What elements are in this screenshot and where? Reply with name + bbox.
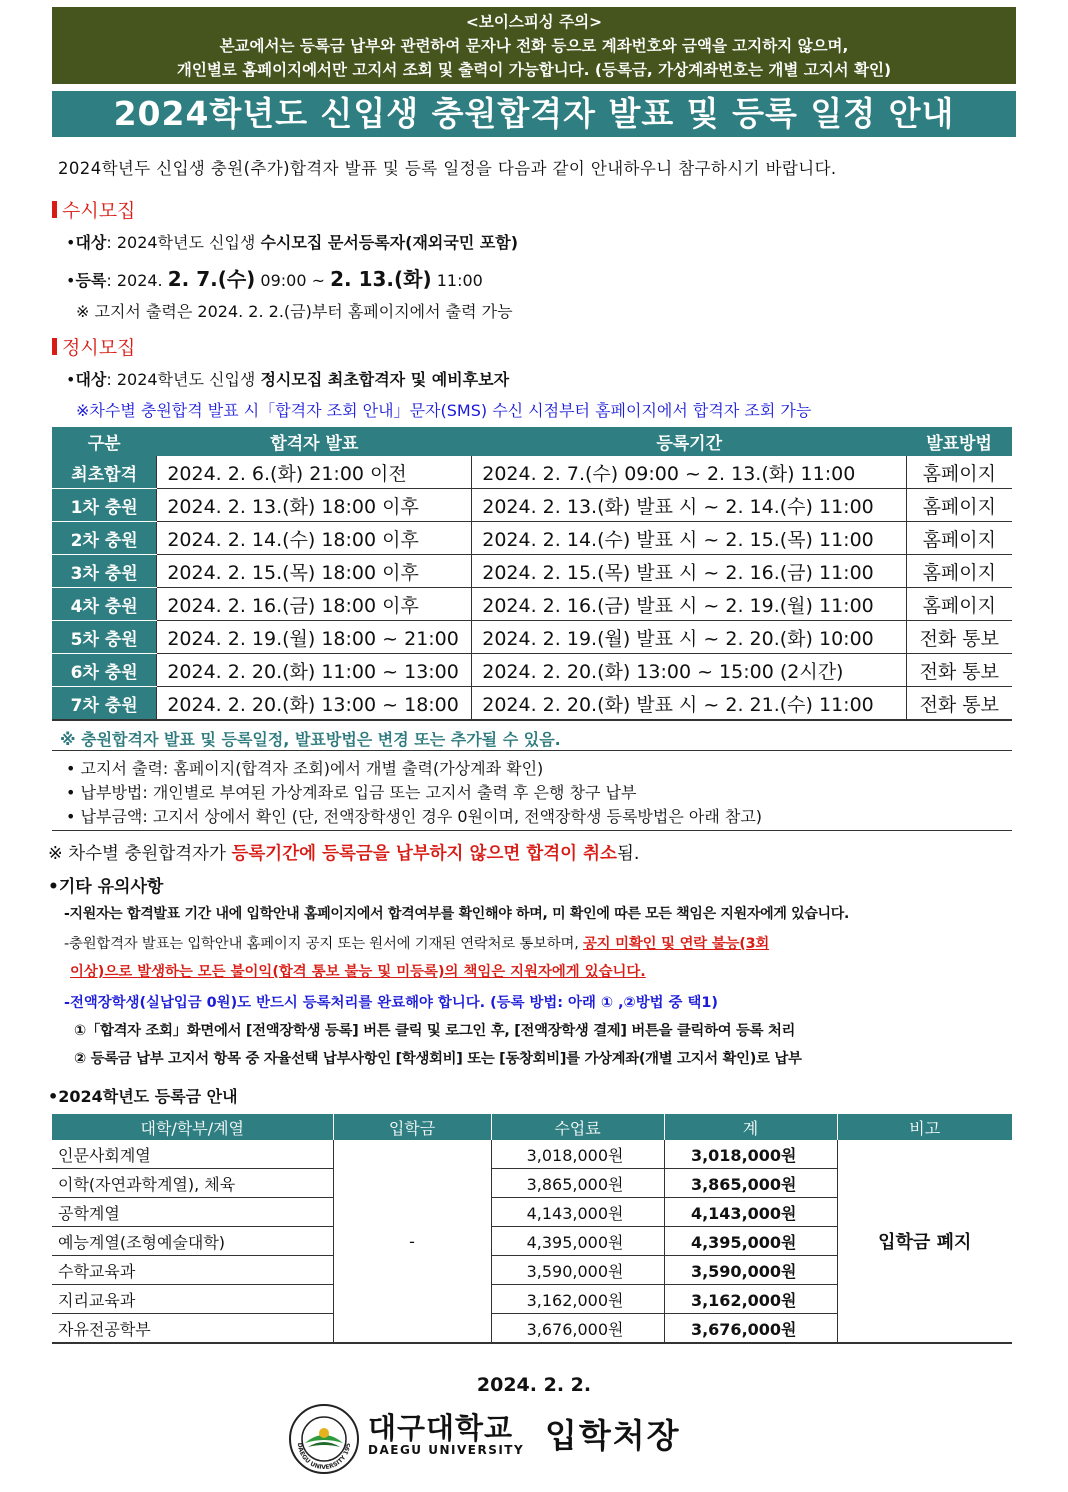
total-cell: 3,865,000원: [664, 1169, 837, 1198]
bullet-text: 납부방법: 개인별로 부여된 가상계좌로 입금 또는 고지서 출력 후 은행 창구 납부: [80, 783, 637, 802]
divider: [52, 830, 1012, 831]
cancel-note: [48, 840, 639, 865]
fees-heading: •2024학년도 등록금 안내: [48, 1087, 238, 1106]
total-cell: 3,676,000원: [664, 1314, 837, 1344]
susi-reg-label: 등록: [75, 271, 107, 290]
announce-cell: 2024. 2. 15.(목) 18:00 이후: [157, 555, 472, 588]
total-cell: 4,395,000원: [664, 1227, 837, 1256]
susi-reg-start: 2. 7.(수): [167, 267, 256, 291]
method-cell: 전화 통보: [907, 687, 1012, 721]
dept-cell: 공학계열: [52, 1198, 333, 1227]
total-cell: 3,162,000원: [664, 1285, 837, 1314]
fee-header: 계: [664, 1114, 837, 1140]
schedule-row: [52, 687, 1012, 721]
tuition-cell: 3,865,000원: [491, 1169, 664, 1198]
susi-reg-end-time: 11:00: [431, 271, 483, 290]
tuition-cell: 4,395,000원: [491, 1227, 664, 1256]
susi-target-label: 대상: [75, 233, 107, 252]
divider: [52, 750, 1012, 751]
method-cell: 홈페이지: [907, 456, 1012, 489]
susi-reg-end: 2. 13.(화): [330, 267, 432, 291]
etc-heading-label: 기타 유의사항: [58, 877, 164, 897]
seal-text: DAEGU UNIVERSITY 195: [295, 1442, 353, 1472]
voice-phishing-warning: [52, 7, 1016, 84]
period-cell: 2024. 2. 19.(월) 발표 시 ~ 2. 20.(화) 10:00: [472, 621, 907, 654]
susi-target-value: 수시모집 문서등록자(재외국민 포함): [260, 233, 519, 252]
schedule-row: [52, 555, 1012, 588]
schedule-table: [52, 427, 1012, 721]
round-label: 최초합격: [52, 456, 157, 489]
etc-heading: •기타 유의사항: [48, 877, 164, 897]
page-title: 2024학년도 신입생 충원합격자 발표 및 등록 일정 안내: [52, 91, 1016, 137]
signer-title: 입학처장: [545, 1416, 681, 1455]
fee-row: [52, 1140, 1012, 1169]
period-cell: 2024. 2. 20.(화) 발표 시 ~ 2. 21.(수) 11:00: [472, 687, 907, 721]
intro-text: 2024학년두 신입생 충원(추가)합격자 발퓨 및 등록 일정을 다음과 같이 안내하우니 참구하시기 바랍니다.: [58, 159, 837, 178]
schedule-header: 구분: [52, 428, 157, 456]
jeongsi-target-label: 대상: [75, 370, 107, 389]
jeongsi-heading: [52, 333, 135, 360]
bullet-item: • 고지서 출력: 홈페이지(합격자 조회)에서 개별 출력(가상계좌 확인): [66, 759, 544, 778]
announce-cell: 2024. 2. 16.(금) 18:00 이후: [157, 588, 472, 621]
dept-cell: 인문사회계열: [52, 1140, 333, 1169]
fee-header: 대학/학부/계열: [52, 1114, 333, 1140]
announce-cell: 2024. 2. 19.(월) 18:00 ~ 21:00: [157, 621, 472, 654]
schedule-row: [52, 456, 1012, 489]
etc-item-3: -전액장학생(실납입금 0원)도 반드시 등록처리를 완료해야 합니다. (등록 방법: 아래 ① ,②방법 중 택1): [64, 995, 718, 1011]
jeongsi-target-value: 정시모집 최초합격자 및 예비후보자: [260, 370, 510, 389]
round-label: 6차 충원: [52, 654, 157, 687]
method-cell: 전화 통보: [907, 621, 1012, 654]
round-label: 1차 충원: [52, 489, 157, 522]
dept-cell: 지리교육과: [52, 1285, 333, 1314]
schedule-row: [52, 522, 1012, 555]
etc-item-2-warning: 공지 미확인 및 연락 불능(3회: [582, 936, 770, 952]
susi-target: •대상: 2024학년도 신입생 수시모집 문서등록자(재외국민 포함): [66, 233, 519, 252]
tuition-cell: 3,676,000원: [491, 1314, 664, 1344]
etc-item-3b: ② 등록금 납부 고지서 항목 중 자율선택 납부사항인 [학생회비] 또는 [동창회비]를 가상계좌(개별 고지서 확인)로 납부: [74, 1051, 802, 1067]
period-cell: 2024. 2. 14.(수) 발표 시 ~ 2. 15.(목) 11:00: [472, 522, 907, 555]
period-cell: 2024. 2. 13.(화) 발표 시 ~ 2. 14.(수) 11:00: [472, 489, 907, 522]
method-cell: 홈페이지: [907, 555, 1012, 588]
etc-item-1: -지원자는 합격발표 기간 내에 입학안내 홈페이지에서 합격여부를 확인해야 하며, 미 확인에 따른 모든 책임은 지원자에게 있습니다.: [64, 906, 850, 922]
schedule-row: [52, 489, 1012, 522]
susi-note: ※ 고지서 출력은 2024. 2. 2.(금)부터 홈페이지에서 출력 가능: [76, 302, 513, 321]
cancel-suffix: 됨.: [616, 844, 640, 864]
university-name-kr: 대구대학교: [368, 1411, 514, 1445]
cancel-warning: 등록기간에 등록금을 납부하지 않으면 합격이 취소: [231, 844, 617, 864]
schedule-header: 등록기간: [472, 428, 907, 456]
bullet-text: 납부금액: 고지서 상에서 확인 (단, 전액장학생인 경우 0원이며, 전액장학생 등록방법은 아래 참고): [80, 807, 763, 826]
dept-cell: 수학교육과: [52, 1256, 333, 1285]
schedule-header-row: [52, 428, 1012, 456]
total-cell: 4,143,000원: [664, 1198, 837, 1227]
fee-header: 입학금: [333, 1114, 491, 1140]
susi-reg-prefix: : 2024.: [106, 271, 168, 290]
cancel-prefix: ※ 차수별 충원합격자가: [48, 844, 232, 864]
section-marker: [52, 338, 57, 355]
jeongsi-heading-label: 정시모집: [62, 337, 136, 359]
susi-heading-label: 수시모집: [62, 200, 136, 222]
fees-heading-label: 2024학년도 등록금 안내: [58, 1087, 238, 1106]
method-cell: 전화 통보: [907, 654, 1012, 687]
schedule-change-note: ※ 충원합격자 발표 및 등록일정, 발표방법은 변경 또는 추가될 수 있음.: [60, 730, 561, 749]
fee-header: 수업료: [491, 1114, 664, 1140]
method-cell: 홈페이지: [907, 489, 1012, 522]
bullet-text: 고지서 출력: 홈페이지(합격자 조회)에서 개별 출력(가상계좌 확인): [80, 759, 544, 778]
fee-header-row: [52, 1114, 1012, 1140]
sms-note: ※차수별 충원합격 발표 시「합격자 조회 안내」문자(SMS) 수신 시점부터 홈페이지에서 합격자 조회 가능: [76, 401, 812, 420]
round-label: 4차 충원: [52, 588, 157, 621]
period-cell: 2024. 2. 16.(금) 발표 시 ~ 2. 19.(월) 11:00: [472, 588, 907, 621]
tuition-cell: 3,018,000원: [491, 1140, 664, 1169]
total-cell: 3,018,000원: [664, 1140, 837, 1169]
schedule-row: [52, 654, 1012, 687]
susi-reg-start-time: 09:00 ~: [255, 271, 331, 290]
bullet-item: • 납부금액: 고지서 상에서 확인 (단, 전액장학생인 경우 0원이며, 전액장학생 등록방법은 아래 참고): [66, 807, 763, 826]
jeongsi-target-prefix: : 2024학년도 신입생: [106, 370, 261, 389]
announce-cell: 2024. 2. 6.(화) 21:00 이전: [157, 456, 472, 489]
tuition-cell: 3,162,000원: [491, 1285, 664, 1314]
tuition-cell: 4,143,000원: [491, 1198, 664, 1227]
round-label: 7차 충원: [52, 687, 157, 721]
etc-item-2-continued: 이상)으로 발생하는 모든 불이익(합격 통보 불능 및 미등록)의 책임은 지원자에게 있습니다.: [70, 964, 646, 980]
period-cell: 2024. 2. 20.(화) 13:00 ~ 15:00 (2시간): [472, 654, 907, 687]
announce-cell: 2024. 2. 14.(수) 18:00 이후: [157, 522, 472, 555]
etc-item-2: [64, 932, 769, 953]
footer-date: 2024. 2. 2.: [476, 1374, 592, 1396]
fee-header: 비고: [837, 1114, 1012, 1140]
round-label: 2차 충원: [52, 522, 157, 555]
fee-table: [52, 1114, 1012, 1344]
dept-cell: 자유전공학부: [52, 1314, 333, 1344]
total-cell: 3,590,000원: [664, 1256, 837, 1285]
university-name-en: DAEGU UNIVERSITY: [368, 1443, 525, 1457]
warning-title: <보이스피싱 주의>: [465, 13, 603, 31]
period-cell: 2024. 2. 7.(수) 09:00 ~ 2. 13.(화) 11:00: [472, 456, 907, 489]
round-label: 3차 충원: [52, 555, 157, 588]
schedule-header: 합격자 발표: [157, 428, 472, 456]
schedule-row: [52, 621, 1012, 654]
remark-cell: 입학금 폐지: [837, 1140, 1012, 1343]
announce-cell: 2024. 2. 13.(화) 18:00 이후: [157, 489, 472, 522]
bullet-item: • 납부방법: 개인별로 부여된 가상계좌로 입금 또는 고지서 출력 후 은행 창구 납부: [66, 783, 637, 802]
university-seal: [288, 1403, 360, 1475]
dept-cell: 예능계열(조형예술대학): [52, 1227, 333, 1256]
schedule-header: 발표방법: [907, 428, 1012, 456]
warning-line-1: 본교에서는 등록금 납부와 관련하여 문자나 전화 등으로 계좌번호와 금액을 고지하지 않으며,: [219, 37, 849, 55]
announce-cell: 2024. 2. 20.(화) 13:00 ~ 18:00: [157, 687, 472, 721]
period-cell: 2024. 2. 15.(목) 발표 시 ~ 2. 16.(금) 11:00: [472, 555, 907, 588]
etc-item-2-prefix: -충원합격자 발표는 입학안내 홈페이지 공지 또는 원서에 기재된 연락처로 통보하며,: [64, 936, 583, 952]
section-marker: [52, 201, 57, 218]
tuition-cell: 3,590,000원: [491, 1256, 664, 1285]
jeongsi-target: •대상: 2024학년도 신입생 정시모집 최초합격자 및 예비후보자: [66, 370, 510, 389]
method-cell: 홈페이지: [907, 522, 1012, 555]
schedule-row: [52, 588, 1012, 621]
seal-emblem-icon: [288, 1403, 360, 1475]
susi-heading: [52, 196, 135, 223]
dept-cell: 이학(자연과학계열), 체육: [52, 1169, 333, 1198]
etc-item-3a: ①「합격자 조회」화면에서 [전액장학생 등록] 버튼 클릭 및 로그인 후, [전액장학생 결제] 버튼을 클릭하여 등록 처리: [74, 1023, 796, 1039]
announce-cell: 2024. 2. 20.(화) 11:00 ~ 13:00: [157, 654, 472, 687]
susi-registration: •등록: 2024. 2. 7.(수) 09:00 ~ 2. 13.(화) 11:00: [66, 267, 483, 291]
round-label: 5차 충원: [52, 621, 157, 654]
method-cell: 홈페이지: [907, 588, 1012, 621]
warning-line-2: 개인별로 홈페이지에서만 고지서 조회 및 출력이 가능합니다. (등록금, 가상계좌번호는 개별 고지서 확인): [176, 61, 892, 79]
susi-target-prefix: : 2024학년도 신입생: [106, 233, 261, 252]
entrance-fee-cell: -: [333, 1140, 491, 1343]
